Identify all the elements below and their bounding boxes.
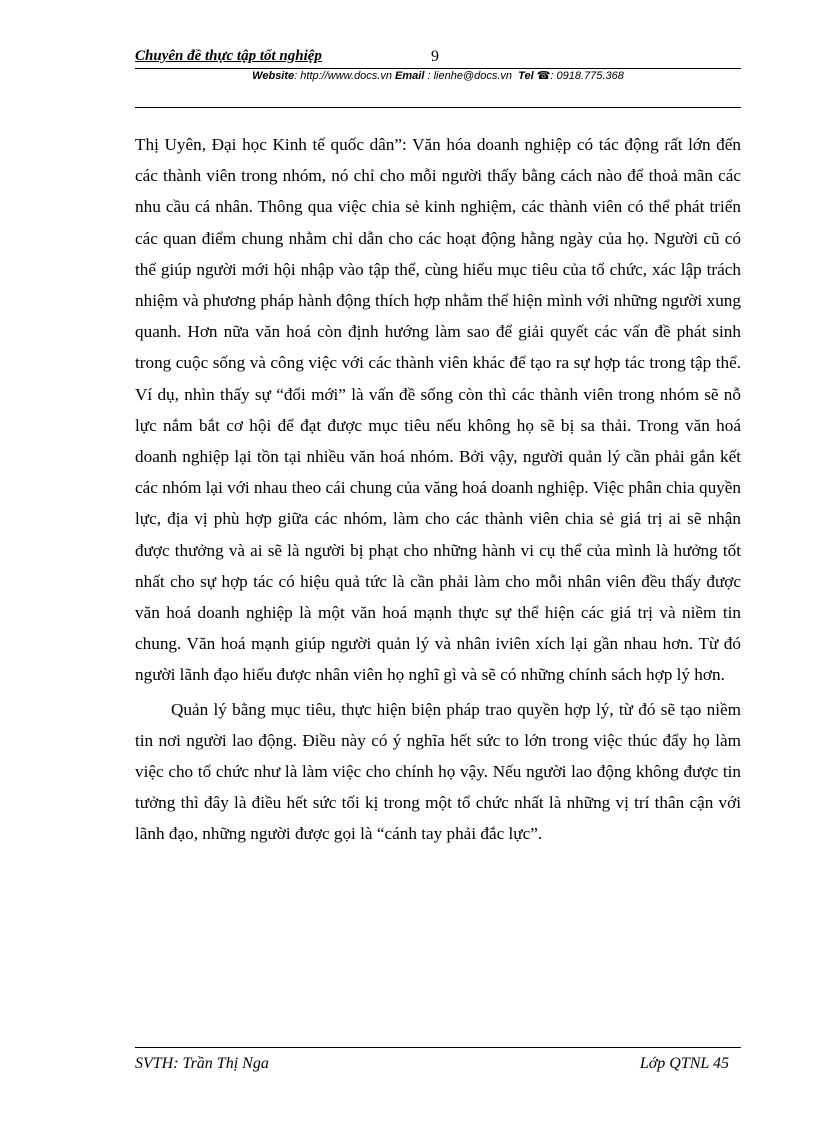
email-value: : lienhe@docs.vn [424,70,513,82]
paragraph-1: Thị Uyên, Đại học Kinh tế quốc dân”: Văn hóa doanh nghiệp có tác động rất lớn đến các thành viên trong nhóm, nó chỉ cho mỗi người thấy bằng cách nào để thoả mãn các nhu cầu cá nhân. Thông qua việc chia sẻ kinh nghiệm, các thành viên có thể phát triển các quan điểm chung nhằm chỉ dẫn cho các hoạt động hằng ngày của họ. Người cũ có thể giúp người mới hội nhập vào tập thể, cùng hiểu mục tiêu của tổ chức, xác lập trách nhiệm và phương pháp hành động thích hợp nhằm thể hiện mình với những người xung quanh. Hơn nữa văn hoá còn định hướng làm sao để giải quyết các vấn đề phát sinh trong cuộc sống và công việc với các thành viên khác để tạo ra sự hợp tác trong tập thể. Ví dụ, nhìn thấy sự “đổi mới” là vấn đề sống còn thì các thành viên trong nhóm sẽ nỗ lực nắm bắt cơ hội để đạt được mục tiêu nếu không họ sẽ bị sa thải. Trong văn hoá doanh nghiệp lại tồn tại nhiều văn hoá nhóm. Bởi vậy, người quản lý cần phải gắn kết các nhóm lại với nhau theo cái chung của văng hoá doanh nghiệp. Việc phân chia quyền lực, địa vị phù hợp giữa các nhóm, làm cho các thành viên chia sẻ giá trị ai sẽ nhận được thưởng và ai sẽ là người bị phạt cho những hành vi cụ thể của mình là hưởng tốt nhất cho sự hợp tác có hiệu quả tức là cần phải làm cho mỗi nhân viên đều thấy được văn hoá doanh nghiệp là một văn hoá mạnh thực sự thể hiện các giá trị và niềm tin chung. Văn hoá mạnh giúp người quản lý và nhân iviên xích lại gần nhau hơn. Từ đó người lãnh đạo hiểu được nhân viên họ nghĩ gì và sẽ có những chính sách hợp lý hơn. [135,135,741,685]
header-contact [135,69,741,82]
website-value: : http://www.docs.vn [294,70,392,82]
header-title: Chuyên đề thực tập tốt nghiệp [135,48,322,64]
footer-rule [135,1047,741,1048]
page-footer [135,1047,741,1077]
website-label: Website [252,70,295,82]
phone-icon: ☎ [536,70,551,82]
paragraph-2: Quản lý bằng mục tiêu, thực hiện biện pháp trao quyền hợp lý, từ đó sẽ tạo niềm tin nơi người lao động. Điều này có ý nghĩa hết sức to lớn trong việc thúc đẩy họ làm việc cho tổ chức như là làm việc cho chính họ vậy. Nếu người lao động không được tin tưởng thì đây là điều hết sức tối kị trong một tổ chức nhất là những vị trí thân cận với lãnh đạo, những người được gọi là “cánh tay phải đắc lực”. [135,699,741,844]
body-text [135,129,741,850]
tel-value: : 0918.775.368 [550,70,624,82]
footer-author: SVTH: Trần Thị Nga [135,1055,269,1072]
email-label: Email [395,70,425,82]
page-header [135,48,741,82]
footer-class: Lớp QTNL 45 [639,1055,729,1072]
header-rule-bottom [135,107,741,108]
tel-label: Tel [518,70,534,82]
page-number: 9 [431,48,439,65]
